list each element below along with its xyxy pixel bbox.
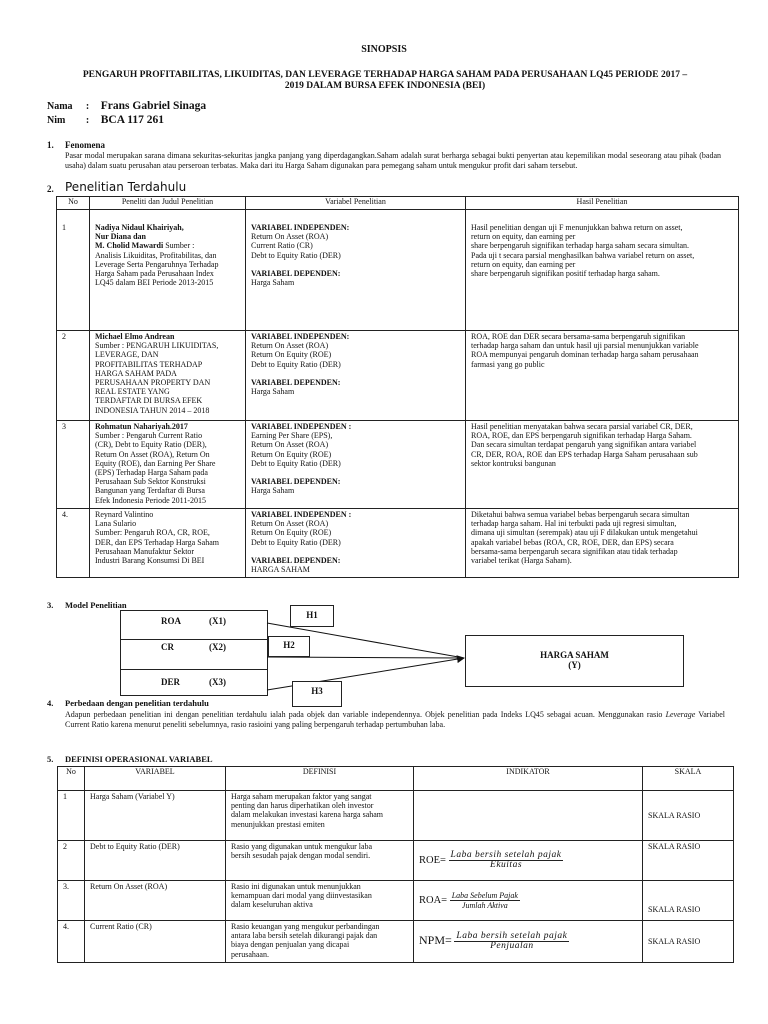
row-skala: SKALA RASIO [643, 791, 734, 841]
var-dep-label: VARIABEL DEPENDEN: [251, 268, 341, 278]
table-row [58, 881, 734, 921]
judul-line: Reynard Valintino [95, 510, 154, 519]
definisi-line: biaya dengan penjualan yang dicapai [231, 940, 350, 950]
peneliti-name: Nur Diana dan [95, 232, 146, 242]
var-indep-item: Debt to Equity Ratio (DER) [251, 359, 341, 369]
judul-line: Industri Barang Konsumsi Di BEI [95, 556, 205, 566]
section-3-number: 3. [47, 600, 54, 610]
row-no: 1 [57, 210, 90, 331]
document-title: SINOPSIS [361, 44, 407, 55]
hypothesis-h1-box: H1 [290, 605, 334, 627]
section-3-title: Model Penelitian [65, 600, 127, 610]
var-roa-label: ROA [161, 616, 181, 626]
definisi-line: Rasio keuangan yang mengukur perbandingan [231, 922, 380, 931]
section-4-text-italic: Leverage [665, 710, 696, 719]
hasil-line: sektor kontruksi bangunan [471, 458, 556, 468]
row-variabel: Current Ratio (CR) [85, 921, 226, 963]
peneliti-name: Michael Elmo Andrean [95, 332, 175, 341]
sumber-label: Sumber : [163, 241, 195, 251]
definisi-line: perusahaan. [231, 949, 269, 959]
var-indep-item: Earning Per Share (EPS), [251, 431, 333, 441]
row-definisi [226, 791, 414, 841]
formula-fraction [450, 891, 520, 910]
hasil-line: bersama-sama berpengaruh secara signifikan atau tidak terhadap [471, 546, 678, 556]
hasil-line: Dan secara simultan terdapat pengaruh yang signifikan antara variabel [471, 440, 697, 450]
row-no: 4. [57, 509, 90, 578]
definisi-line: penting dan harus diperhatikan oleh investor [231, 801, 374, 811]
judul-line: TERDAFTAR DI BURSA EFEK [95, 396, 203, 406]
header-no: No [58, 767, 85, 791]
hasil-line: ROA mempunyai pengaruh dominan terhadap harga saham perusahaan [471, 350, 699, 360]
row-no: 3 [57, 421, 90, 509]
nim-label: Nim [47, 115, 66, 126]
var-dep-label: VARIABEL DEPENDEN: [251, 377, 341, 387]
row-no: 2 [58, 841, 85, 881]
hasil-line: Hasil penelitian dengan uji F menunjukkan bahwa return on asset, [471, 223, 683, 232]
hasil-line: Pada uji t secara parsial menghasilkan bahwa variabel return on asset, [471, 250, 695, 260]
var-indep-item: Return On Asset (ROA) [251, 440, 329, 450]
var-indep-item: Current Ratio (CR) [251, 241, 313, 251]
var-indep-item: Return On Equity (ROE) [251, 350, 332, 360]
hasil-line: Diketahui bahwa semua variabel bebas berpengaruh secara simultan [471, 510, 690, 519]
formula-fraction [449, 851, 564, 870]
table-row [58, 921, 734, 963]
nama-label: Nama [47, 101, 73, 112]
hasil-line: variabel terikat (Harga Saham). [471, 556, 572, 566]
formula-numerator: Laba bersih setelah pajak [456, 930, 568, 941]
formula-prefix: ROE= [419, 854, 446, 866]
formula-numerator: Laba Sebelum Pajak [451, 890, 518, 900]
hypothesis-h2-box: H2 [268, 636, 310, 657]
section-4-number: 4. [47, 698, 54, 708]
header-variabel: VARIABEL [85, 767, 226, 791]
hasil-line: farmasi yang go public [471, 359, 545, 369]
judul-line: DER, dan EPS Terhadap Harga Saham [95, 537, 220, 547]
var-indep-item: Return On Asset (ROA) [251, 519, 329, 529]
peneliti-name: Rohmatun Nahariyah.2017 [95, 422, 188, 431]
definisi-line: dalam keseluruhan aktiva [231, 900, 313, 910]
judul-line: Return On Asset (ROA), Return On [95, 449, 210, 459]
var-indep-item: Return On Equity (ROE) [251, 528, 332, 538]
var-dep-item: Harga Saham [251, 486, 295, 496]
row-skala: SKALA RASIO [643, 841, 734, 881]
var-indep-item: Return On Asset (ROA) [251, 232, 329, 242]
row-indikator [414, 881, 643, 921]
table-row [58, 841, 734, 881]
definisi-line: menunjukkan prestasi emiten [231, 819, 325, 829]
row-indikator [414, 921, 643, 963]
judul-line: Sumber : Pengaruh Current Ratio [95, 431, 203, 441]
judul-line: Harga Saham pada Perusahaan Index [95, 269, 214, 279]
judul-line: Sumber: Pengaruh ROA, CR, ROE, [95, 528, 210, 538]
nama-separator: : [85, 101, 90, 112]
section-1-text: Pasar modal merupakan sarana dimana sekuritas-sekuritas jangka panjang yang diperdagangkan.Saham adalah surat berharga sebagai bukti penyertan atau kepemilikan modal seseorang atau pihak (badan usaha) dalam suatu perusahan atau perseroan terbatas. Maka dari itu Harga Saham digunakan para pemegang saham untuk mengukur profit dari saham tersebut. [65, 151, 721, 170]
definisi-line: antara laba bersih setelah dikurangi pajak dan [231, 931, 378, 941]
judul-line: (EPS) Terhadap Harga Saham pada [95, 468, 208, 478]
judul-line: LQ45 dalam BEI Periode 2013-2015 [95, 278, 214, 288]
peneliti-name: M. Cholid Mawardi [95, 241, 164, 251]
formula-fraction [454, 932, 569, 951]
row-no: 3. [58, 881, 85, 921]
subtitle-line-1: PENGARUH PROFITABILITAS, LIKUIDITAS, DAN LEVERAGE TERHADAP HARGA SAHAM PADA PERUSAHAAN LQ45 PERIODE 2017 – [82, 70, 688, 80]
formula-denominator: Penjualan [490, 941, 534, 951]
target-code: (Y) [568, 660, 581, 670]
var-indep-label: VARIABEL INDEPENDEN: [251, 332, 350, 341]
table-header-row [58, 767, 734, 791]
var-dep-item: HARGA SAHAM [251, 565, 310, 575]
var-indep-label: VARIABEL INDEPENDEN : [251, 510, 352, 519]
var-cr-label: CR [161, 642, 174, 652]
arrow-h2 [267, 657, 464, 658]
hasil-line: terhadap harga saham. Hal ini terbukti pada uji regresi simultan, [471, 519, 677, 529]
judul-line: Sumber : PENGARUH LIKUIDITAS, [95, 341, 219, 351]
judul-line: Efek Indonesia Periode 2011-2015 [95, 495, 207, 505]
hasil-line: share berpengaruh signifikan positif terhadap harga saham. [471, 269, 660, 279]
nim-value: BCA 117 261 [100, 114, 165, 126]
judul-line: INDONESIA TAHUN 2014 – 2018 [95, 405, 210, 415]
hasil-line: ROA, ROE, dan EPS berpengaruh signifikan terhadap Harga Saham. [471, 431, 692, 441]
judul-line: REAL ESTATE YANG [95, 387, 170, 397]
row-definisi [226, 841, 414, 881]
table-row [58, 791, 734, 841]
section-1-number: 1. [47, 140, 54, 150]
definisi-line: Rasio ini digunakan untuk menunjukkan [231, 882, 361, 891]
row-no: 4. [58, 921, 85, 963]
var-indep-item: Return On Equity (ROE) [251, 449, 332, 459]
judul-line: Bangunan yang Terdaftar di Bursa [95, 486, 205, 496]
var-indep-item: Debt to Equity Ratio (DER) [251, 537, 341, 547]
hasil-line: dimana uji simultan (serempak) atau uji F dilakukan untuk mengetahui [471, 528, 698, 538]
judul-line: Analisis Likuiditas, Profitabilitas, dan [95, 250, 217, 260]
header-no: No [57, 197, 90, 210]
hasil-line: return on equity, dan earning per [471, 259, 576, 269]
hasil-line: share berpengaruh signifikan terhadap harga saham secara simultan. [471, 241, 689, 251]
judul-line: (CR), Debt to Equity Ratio (DER), [95, 440, 207, 450]
peneliti-name: Nadiya Nidaul Khairiyah, [95, 223, 184, 232]
section-4-title: Perbedaan dengan penelitian terdahulu [65, 698, 209, 708]
judul-line: Perusahaan Sub Sektor Konstruksi [95, 477, 206, 487]
section-2-number: 2. [47, 184, 54, 194]
row-definisi [226, 921, 414, 963]
var-cr-code: (X2) [209, 642, 226, 652]
row-skala: SKALA RASIO [643, 881, 734, 921]
definisi-line: kemampuan dari modal yang diinvestasikan [231, 891, 372, 901]
formula-prefix: ROA= [419, 894, 448, 906]
definisi-line: Harga saham merupakan faktor yang sangat [231, 792, 372, 801]
row-indikator [414, 841, 643, 881]
hasil-line: apakah variabel bebas (ROA, CR, ROE, DER, dan EPS) secara [471, 537, 674, 547]
formula-prefix: NPM= [419, 932, 452, 947]
section-5-number: 5. [47, 754, 54, 764]
formula-denominator: Ekuitas [490, 860, 523, 870]
definisi-line: bersih sesudah pajak dengan modal sendiri. [231, 851, 371, 861]
hypothesis-h3-box: H3 [292, 681, 342, 707]
definisi-line: dalam melakukan investasi karena harga saham [231, 810, 384, 820]
hasil-line: return on equity, dan earning per [471, 232, 576, 242]
hasil-line: CR, DER, ROA, ROE dan EPS terhadap Harga Saham perusahaan sub [471, 449, 698, 459]
var-indep-label: VARIABEL INDEPENDEN: [251, 223, 350, 232]
nama-value: Frans Gabriel Sinaga [100, 100, 207, 112]
header-definisi: DEFINISI [226, 767, 414, 791]
row-skala: SKALA RASIO [643, 921, 734, 963]
dependent-variable-box [465, 635, 684, 687]
formula-numerator: Laba bersih setelah pajak [450, 849, 562, 860]
judul-line: LEVERAGE, DAN [95, 350, 159, 360]
section-4-text-part1: Adapun perbedaan penelitian ini dengan penelitian terdahulu ialah pada objek dan variable independennya. Objek penelitian pada Indeks LQ45 sebagai acuan. Menggunakan rasio [65, 710, 666, 719]
var-dep-item: Harga Saham [251, 387, 295, 397]
definisi-line: Rasio yang digunakan untuk mengukur laba [231, 842, 373, 851]
judul-line: Lana Sulario [95, 519, 137, 529]
judul-line: PERUSAHAAN PROPERTY DAN [95, 378, 211, 388]
subtitle-line-2: 2019 DALAM BURSA EFEK INDONESIA (BEI) [284, 81, 486, 91]
judul-line: PROFITABILITAS TERHADAP [95, 359, 203, 369]
var-der-code: (X3) [209, 677, 226, 687]
header-variabel: Variabel Penelitian [246, 197, 466, 210]
formula-denominator: Jumlah Aktiva [461, 901, 508, 910]
header-skala: SKALA [643, 767, 734, 791]
var-dep-item: Harga Saham [251, 278, 295, 288]
judul-line: Leverage Serta Pengaruhnya Terhadap [95, 259, 219, 269]
row-no: 1 [58, 791, 85, 841]
section-2-title: Penelitian Terdahulu [65, 180, 187, 194]
var-dep-label: VARIABEL DEPENDEN: [251, 477, 341, 487]
header-peneliti: Peneliti dan Judul Penelitian [90, 197, 246, 210]
var-der-label: DER [161, 677, 181, 687]
section-5-title: DEFINISI OPERASIONAL VARIABEL [65, 754, 213, 764]
header-indikator: INDIKATOR [414, 767, 643, 791]
var-dep-label: VARIABEL DEPENDEN: [251, 555, 341, 565]
var-indep-item: Return On Asset (ROA) [251, 341, 329, 351]
judul-line: Perusahaan Manufaktur Sektor [95, 546, 195, 556]
var-indep-label: VARIABEL INDEPENDEN : [251, 422, 352, 431]
row-definisi [226, 881, 414, 921]
header-hasil: Hasil Penelitian [466, 197, 739, 210]
section-4-text-part2: Variabel Current Ratio karena menurut peneliti sebelumnya, rasio rasioini yang paling berpengaruh terhadap pertumbuhan laba. [65, 710, 725, 729]
row-indikator [414, 791, 643, 841]
hasil-line: ROA, ROE dan DER secara bersama-sama berpengaruh signifikan [471, 332, 686, 341]
target-label: HARGA SAHAM [540, 650, 609, 660]
row-no: 2 [57, 331, 90, 421]
section-1-title: Fenomena [65, 140, 105, 150]
nim-separator: : [85, 115, 90, 126]
row-variabel: Debt to Equity Ratio (DER) [85, 841, 226, 881]
hasil-line: terhadap harga saham dan untuk hasil uji parsial menunjukkan variable [471, 341, 699, 351]
hasil-line: Hasil penelitian menyatakan bahwa secara parsial variabel CR, DER, [471, 422, 693, 431]
section-4-text [65, 710, 725, 729]
row-variabel: Return On Asset (ROA) [85, 881, 226, 921]
judul-line: Equity (ROE), dan Earning Per Share [95, 458, 216, 468]
judul-line: HARGA SAHAM PADA [95, 368, 177, 378]
var-indep-item: Debt to Equity Ratio (DER) [251, 250, 341, 260]
var-roa-code: (X1) [209, 616, 226, 626]
definisi-operasional-table [57, 766, 734, 963]
var-indep-item: Debt to Equity Ratio (DER) [251, 458, 341, 468]
row-variabel: Harga Saham (Variabel Y) [85, 791, 226, 841]
